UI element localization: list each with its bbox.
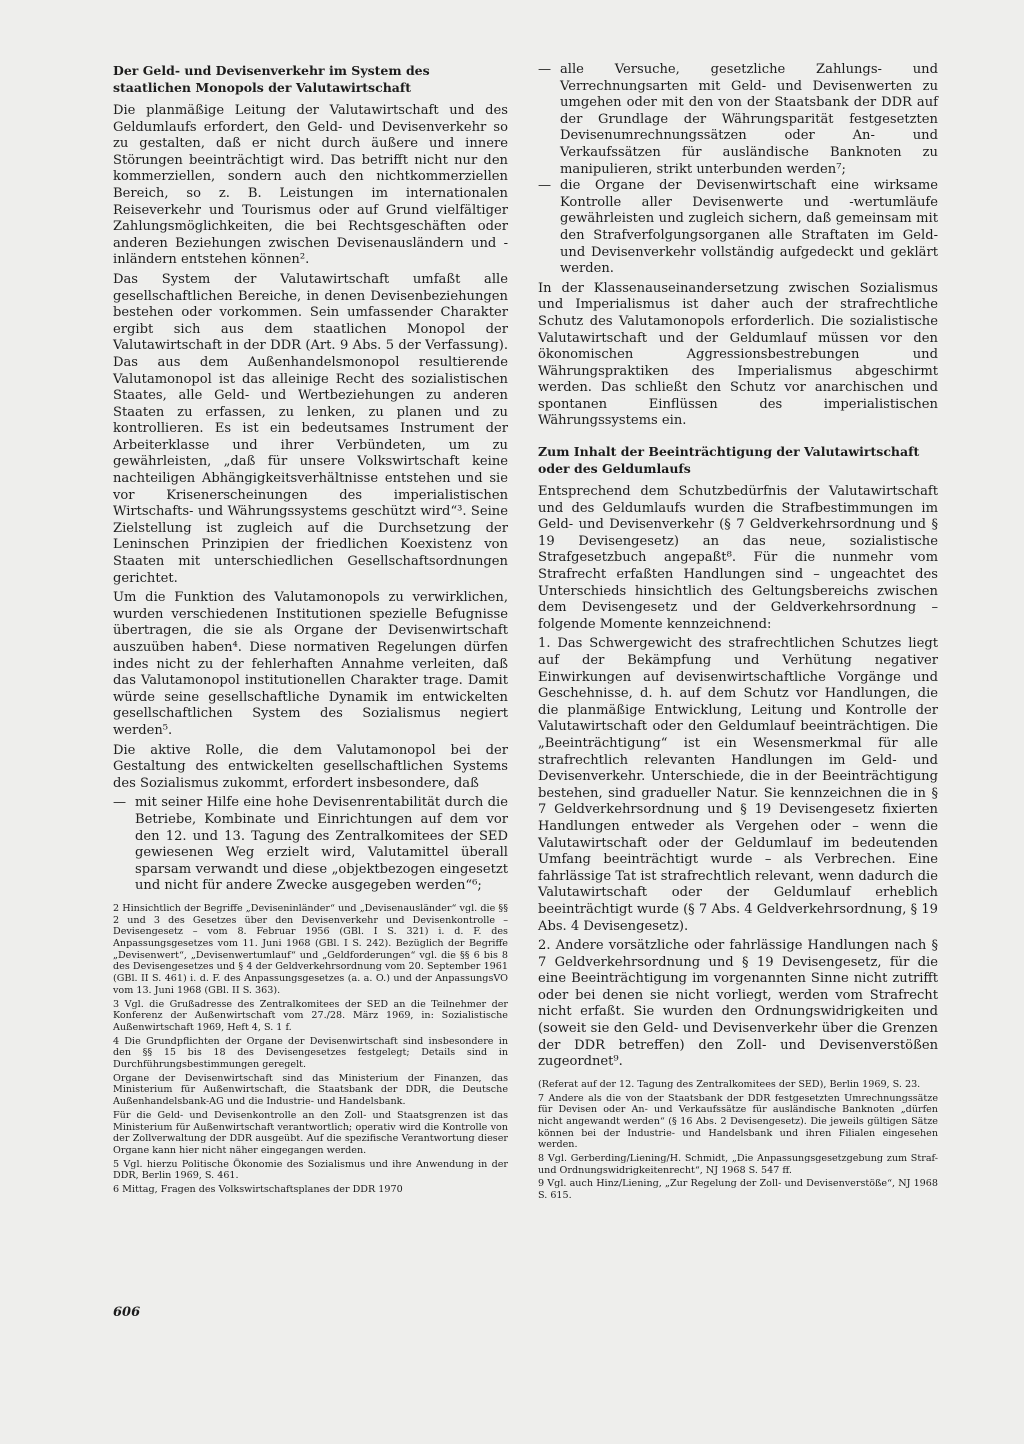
paragraph: Um die Funktion des Valutamonopols zu verwirklichen, wurden verschiedenen Institutionen spezielle Befugnisse übertragen, die sie als Organe der Devisenwirtschaft auszuüben haben⁴. Diese normativen Regelungen dürfen indes nicht zu der fehlerhaften Annahme verleiten, daß das Valutamonopol institutionellen Charakter trage. Damit würde seine gesellschaftliche Dynamik im entwickelten gesellschaftlichen System des Sozialismus negiert werden⁵. xyxy=(113,590,508,738)
footnote: (Referat auf der 12. Tagung des Zentralkomitees der SED), Berlin 1969, S. 23. xyxy=(538,1078,921,1090)
footnotes xyxy=(113,903,508,1196)
paragraph: Die aktive Rolle, die dem Valutamonopol bei der Gestaltung des entwickelten gesellschaftlichen Systems des Sozialismus zukommt, erfordert insbesondere, daß xyxy=(113,742,508,791)
dash-list xyxy=(113,795,508,895)
footnote: 2 Hinsichtlich der Begriffe „Deviseninländer“ und „Devisenausländer“ vgl. die §§ 2 und 3 des Gesetzes über den Devisenverkehr und Devisenkontrolle – Devisengesetz – vom 8. Februar 1956 (GBl. I S. 321) i. d. F. des Anpassungsgesetzes vom 11. Juni 1968 (GBl. I S. 242). Bezüglich der Begriffe „Devisenwert“, „Devisenwertumlauf“ und „Geldforderungen“ vgl. die §§ 6 bis 8 des Devisengesetzes und § 4 der Geldverkehrsordnung vom 20. September 1961 (GBl. II S. 461) i. d. F. des Anpassungsgesetzes (a. a. O.) und der AnpassungsVO vom 13. Juni 1968 (GBl. II S. 363). xyxy=(113,902,508,996)
footnote: Für die Geld- und Devisenkontrolle an den Zoll- und Staatsgrenzen ist das Ministerium für Außenwirtschaft verantwortlich; operativ wird die Kontrolle von der Zollverwaltung der DDR ausgeübt. Auf die spezifische Verantwortung dieser Organe kann hier nicht näher eingegangen werden. xyxy=(113,1109,508,1156)
footnote: 4 Die Grundpflichten der Organe der Devisenwirtschaft sind insbesondere in den §§ 15 bis 18 des Devisengesetzes festgelegt; Details sind in Durchführungsbestimmungen geregelt. xyxy=(113,1035,508,1071)
footnote: 6 Mittag, Fragen des Volkswirtschaftsplanes der DDR 1970 xyxy=(113,1184,403,1196)
paragraph: In der Klassenauseinandersetzung zwischen Sozialismus und Imperialismus ist daher auch der strafrechtliche Schutz des Valutamonopols erforderlich. Die sozialistische Valutawirtschaft und der Geldumlauf müssen vor den ökonomischen Aggressionsbestrebungen und Währungspraktiken des Imperialismus abgeschirmt werden. Das schließt den Schutz vor anarchischen und spontanen Einflüssen des imperialistischen Währungssystems ein. xyxy=(538,280,938,429)
footnote: 7 Andere als die von der Staatsbank der DDR festgesetzten Umrechnungssätze für Devisen oder An- und Verkaufssätze für ausländische Banknoten „dürfen nicht angewandt werden“ (§ 16 Abs. 2 Devisengesetz). Die jeweils gültigen Sätze können bei der Industrie- und Handelsbank und ihren Filialen eingesehen werden. xyxy=(538,1092,938,1151)
section-heading: Der Geld- und Devisenverkehr im System des staatlichen Monopols der Valutawirtschaft xyxy=(113,63,430,95)
dash-list xyxy=(538,62,938,278)
footnote: 3 Vgl. die Grußadresse des Zentralkomitees der SED an die Teilnehmer der Konferenz der Außenwirtschaft vom 27./28. März 1969, in: Sozialistische Außenwirtschaft 1969, Heft 4, S. 1 f. xyxy=(113,998,508,1033)
dash-item: — alle Versuche, gesetzliche Zahlungs- und Verrechnungsarten mit Geld- und Devisenwerten zu umgehen oder mit den von der Staatsbank der DDR auf der Grundlage der Währungsparität festgesetzten Devisenumrechnungssätzen oder An- und Verkaufssätzen für ausländische Banknoten zu manipulieren, strikt unterbunden werden⁷; xyxy=(538,62,938,178)
numbered-paragraph: 1. Das Schwergewicht des strafrechtlichen Schutzes liegt auf der Bekämpfung und Verhütung negativer Einwirkungen auf devisenwirtschaftliche Vorgänge und Geschehnisse, d. h. auf dem Schutz vor Handlungen, die die planmäßige Entwicklung, Leitung und Kontrolle der Valutawirtschaft oder den Geldumlauf beeinträchtigen. Die „Beeinträchtigung“ ist ein Wesensmerkmal für alle strafrechtlich relevanten Handlungen im Geld- und Devisenverkehr. Unterschiede, die in der Beeinträchtigung bestehen, sind gradueller Natur. Sie kennzeichnen die in § 7 Geldverkehrsordnung und § 19 Devisengesetz fixierten Handlungen entweder als Vergehen oder – wenn die Valutawirtschaft oder der Geldumlauf im bedeutenden Umfang beeinträchtigt wurde – als Verbrechen. Eine fahrlässige Tat ist strafrechtlich relevant, wenn dadurch die Valutawirtschaft oder der Geldumlauf erheblich beeinträchtigt wurde (§ 7 Abs. 4 Geldverkehrsordnung, § 19 Abs. 4 Devisengesetz). xyxy=(538,636,938,934)
footnote: 5 Vgl. hierzu Politische Ökonomie des Sozialismus und ihre Anwendung in der DDR, Berlin 1969, S. 461. xyxy=(113,1158,508,1182)
footnote: Organe der Devisenwirtschaft sind das Ministerium der Finanzen, das Ministerium für Außenwirtschaft, die Staatsbank der DDR, die Deutsche Außenhandelsbank-AG und die Industrie- und Handelsbank. xyxy=(113,1072,508,1108)
dash-item: — mit seiner Hilfe eine hohe Devisenrentabilität durch die Betriebe, Kombinate und Einrichtungen auf dem vor den 12. und 13. Tagung des Zentralkomitees der SED gewiesenen Weg erzielt wird, Valutamittel überall sparsam verwandt und diese „objektbezogen eingesetzt und nicht für andere Zwecke ausgegeben werden“⁶; xyxy=(113,795,508,895)
paragraph: Das System der Valutawirtschaft umfaßt alle gesellschaftlichen Bereiche, in denen Devisenbeziehungen bestehen oder vorkommen. Sein umfassender Charakter ergibt sich aus dem staatlichen Monopol der Valutawirtschaft in der DDR (Art. 9 Abs. 5 der Verfassung). Das aus dem Außenhandelsmonopol resultierende Valutamonopol ist das alleinige Recht des sozialistischen Staates, alle Geld- und Wertbeziehungen zu anderen Staaten zu erfassen, zu lenken, zu planen und zu kontrollieren. Es ist ein bedeutsames Instrument der Arbeiterklasse und ihrer Verbündeten, um zu gewährleisten, „daß für unsere Volkswirtschaft keine nachteiligen Abhängigkeitsverhältnisse entstehen und sie vor Krisenerscheinungen des imperialistischen Wirtschafts- und Währungssystems geschützt wird“³. Seine Zielstellung ist zugleich auf die Durchsetzung der Leninschen Prinzipien der friedlichen Koexistenz von Staaten mit unterschiedlichen Gesellschaftsordnungen gerichtet. xyxy=(113,271,508,586)
paragraph: Die planmäßige Leitung der Valutawirtschaft und des Geldumlaufs erfordert, den Geld- und Devisenverkehr so zu gestalten, daß er nicht durch äußere und innere Störungen beeinträchtigt wird. Das betrifft nicht nur den kommerziellen, sondern auch den nichtkommerziellen Bereich, so z. B. Leistungen im internationalen Reiseverkehr und Tourismus oder auf Grund vielfältiger Zahlungsmöglichkeiten, die bei Rechtsgeschäften oder anderen Beziehungen zwischen Devisenausländern und -inländern entstehen können². xyxy=(113,103,508,268)
section-heading: Zum Inhalt der Beeinträchtigung der Valutawirtschaft oder des Geldumlaufs xyxy=(538,444,920,477)
right-column xyxy=(538,62,938,1204)
footnote: 8 Vgl. Gerberding/Liening/H. Schmidt, „Die Anpassungsgesetzgebung zum Straf- und Ordnungswidrigkeitenrecht“, NJ 1968 S. 547 ff. xyxy=(538,1153,938,1176)
footnotes xyxy=(538,1079,938,1202)
dash-item: — die Organe der Devisenwirtschaft eine wirksame Kontrolle aller Devisenwerte und -wertumläufe gewährleisten und zugleich sichern, daß gemeinsam mit den Strafverfolgungsorganen alle Straftaten im Geld- und Devisenverkehr vollständig aufgedeckt und geklärt werden. xyxy=(538,178,938,278)
numbered-paragraph: 2. Andere vorsätzliche oder fahrlässige Handlungen nach § 7 Geldverkehrsordnung und § 19 Devisengesetz, für die eine Beeinträchtigung im vorgenannten Sinne nicht zutrifft oder bei denen sie nicht vorliegt, werden vom Strafrecht nicht erfaßt. Sie wurden den Ordnungswidrigkeiten und (soweit sie den Geld- und Devisenverkehr über die Grenzen der DDR betreffen) den Zoll- und Devisenverstößen zugeordnet⁹. xyxy=(538,938,938,1070)
left-column xyxy=(113,62,508,1198)
footnote: 9 Vgl. auch Hinz/Liening, „Zur Regelung der Zoll- und Devisenverstöße“, NJ 1968 S. 615. xyxy=(538,1178,938,1202)
page-number: 606 xyxy=(113,1305,141,1320)
paragraph: Entsprechend dem Schutzbedürfnis der Valutawirtschaft und des Geldumlaufs wurden die Strafbestimmungen im Geld- und Devisenverkehr (§ 7 Geldverkehrsordnung und § 19 Devisengesetz) an das neue, sozialistische Strafgesetzbuch angepaßt⁸. Für die nunmehr vom Strafrecht erfaßten Handlungen sind – ungeachtet des Unterschieds hinsichtlich des Geltungsbereichs zwischen dem Devisengesetz und der Geldverkehrsordnung – folgende Momente kennzeichnend: xyxy=(538,484,938,632)
